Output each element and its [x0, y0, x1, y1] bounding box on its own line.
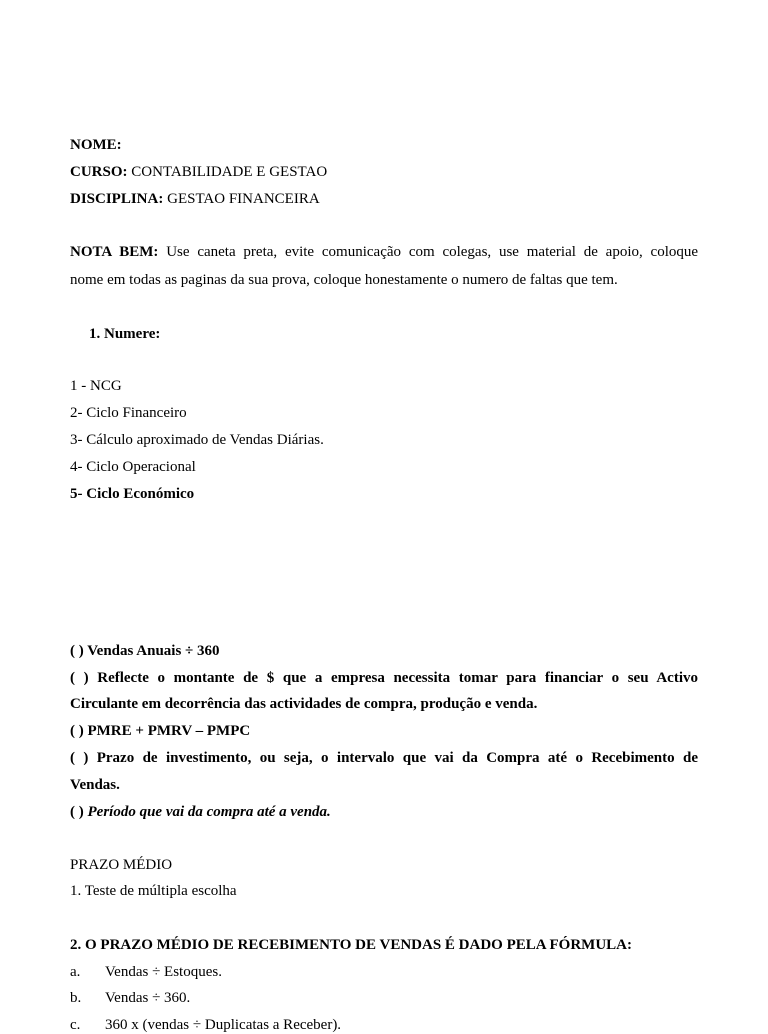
disciplina-label: DISCIPLINA: [70, 191, 164, 207]
option-b [70, 989, 190, 1007]
prazo-subtitle: 1. Teste de múltipla escolha [70, 883, 237, 899]
option-text: Vendas ÷ 360. [105, 990, 191, 1006]
list-item: 3- Cálculo aproximado de Vendas Diárias. [70, 432, 324, 448]
match-item-4a: ( ) Prazo de investimento, ou seja, o intervalo que vai da Compra até o Recebimento de [70, 750, 698, 766]
option-text: Vendas ÷ Estoques. [105, 964, 222, 980]
match-item-5 [70, 803, 331, 821]
match-item-2a: ( ) Reflecte o montante de $ que a empresa necessita tomar para financiar o seu Activo [70, 670, 698, 686]
option-text: 360 x (vendas ÷ Duplicatas a Receber). [105, 1017, 342, 1033]
option-c [70, 1016, 341, 1034]
match-item-4b: Vendas. [70, 777, 120, 793]
question-2-heading: 2. O PRAZO MÉDIO DE RECEBIMENTO DE VENDAS É DADO PELA FÓRMULA: [70, 937, 632, 953]
disciplina-value: GESTAO FINANCEIRA [167, 191, 320, 207]
disciplina-line [70, 190, 320, 208]
curso-line [70, 163, 327, 181]
nome-label: NOME: [70, 137, 122, 153]
match-item-5-paren: ( ) [70, 804, 84, 820]
curso-label: CURSO: [70, 164, 128, 180]
list-item: 5- Ciclo Económico [70, 486, 195, 502]
match-item-2b: Circulante em decorrência das actividades de compra, produção e venda. [70, 696, 538, 712]
curso-value: CONTABILIDADE E GESTAO [131, 164, 328, 180]
match-item-5-text: Período que vai da compra até a venda. [87, 804, 331, 820]
option-a [70, 963, 222, 981]
match-item-3: ( ) PMRE + PMRV – PMPC [70, 723, 251, 739]
match-item-1: ( ) Vendas Anuais ÷ 360 [70, 643, 220, 659]
nota-text-2: nome em todas as paginas da sua prova, coloque honestamente o numero de faltas que tem. [70, 272, 618, 288]
nota-text-1: Use caneta preta, evite comunicação com colegas, use material de apoio, coloque [166, 244, 699, 260]
nota-label: NOTA BEM: [70, 244, 159, 260]
list-item: 1 - NCG [70, 378, 122, 394]
list-item: 2- Ciclo Financeiro [70, 405, 187, 421]
option-letter: b. [70, 990, 82, 1006]
nota-line-1 [70, 243, 698, 261]
question-1-heading: 1. Numere: [89, 326, 161, 342]
option-letter: a. [70, 964, 81, 980]
option-letter: c. [70, 1017, 81, 1033]
list-item: 4- Ciclo Operacional [70, 459, 196, 475]
prazo-title: PRAZO MÉDIO [70, 857, 173, 873]
